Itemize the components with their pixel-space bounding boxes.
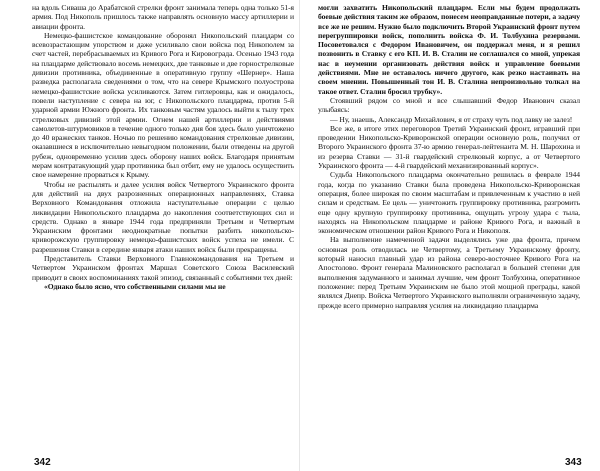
- paragraph: На выполнение намеченной задачи выделялись уже два фронта, причем основная роль отводилась не Четвертому, а Третьему Украинскому фронту, который наносил главный удар из района северо-восточнее Кривого Рога на Апостолово. Фронт генерала Малиновского располагал в большей степени для выполнения задуманного и занимал лучшие, чем фронт Толбухина, оперативное положение: перед Третьим Украинским не было этой мощной преграды, какой являлся Днепр. Войска Четвертого Украинского выполняли ограниченную задачу, прежде всего примерно направляя усилия на ликвидацию плацдарма: [318, 235, 580, 310]
- page-gutter: [299, 0, 300, 471]
- paragraph: Все же, в итоге этих переговоров Третий Украинский фронт, игравший при проведении Никопольско-Криворожской операции основную роль, получил от Второго Украинского фронта 37-ю армию генерал-лейтенанта М. Н. Шарохина и из резерва Ставки — 31-й гвардейский стрелковый корпус, а от Четвертого Украинского фронта — 4-й гвардейский механизированный корпус».: [318, 123, 580, 171]
- quote-continuation: могли захватить Никопольский плацдарм. Если мы будем продолжать боевые действия таким же образом, понесем неоправданные потери, а задачу все же не решим. Нужно было подключить Второй Украинский фронт путем перегруппировки войск, пополнить войска Ф. И. Толбухина резервами. Посоветовался с Федором Ивановичем, он поддержал меня, и я решил позвонить в Ставку с его КП. И. В. Сталин не соглашался со мной, упрекая нас в неумении организовать действия войск и управление боевыми действиями. Мне не оставалось ничего другого, как резко настаивать на своем мнении. Повышенный тон И. В. Сталина непроизвольно толкал на такое ответ. Сталин бросил трубку».: [318, 3, 580, 96]
- paragraph: — Ну, знаешь, Александр Михайлович, я от страху чуть под лавку не залез!: [330, 114, 573, 124]
- paragraph: Стоявший рядом со мной и все слышавший Федор Иванович сказал улыбаясь:: [318, 95, 580, 115]
- page-number-right: 343: [565, 457, 582, 468]
- paragraph: Немецко-фашистское командование оборонял Никопольский плацдарм со всевозрастающим упорством и даже усиливало свои войска под Никополем за счет частей, перебрасываемых из Кривого Рога и Кировограда. Осенью 1943 года на плацдарме действовало восемь немецких, две танковые и две горнострелковые дивизии противника, объединенные в оперативную группу «Шернер». Наша разведка располагала сведениями о том, что на севере Крымского полуострова немецко-фашистские войска усиливаются. Затем гитлеровцы, как и ожидалось, повели наступление с севера на юг, с Никопольского плацдарма, против 5-й ударной армии Южного фронта. Их танковым частям удалось выйти к тылу трех стрелковых дивизий этой армии. Огнем нашей артиллерии и действиями самолетов-штурмовиков в течение одного только дня боя здесь было уничтожено до 40 вражеских танков. Ночью по решению командования стрелковые дивизии, оказавшиеся в исключительно невыгодном положении, были отведены на другой рубеж, одновременно усилив здесь оборону наших войск. Благодаря принятым мерам контратакующий удар противника был отбит, ему не удалось осуществить свое намерение прорваться к Крыму.: [32, 30, 294, 180]
- paragraph: Чтобы не распылять и далее усилия войск Четвертого Украинского фронта для действий на двух разрозненных операционных направлениях, Ставка Верховного Командования отложила наступательные операции с целью ликвидации Никопольского плацдарма до накопления соответствующих сил и средств. Однако в январе 1944 года предприняли Третьим и Четвертым Украинским фронтами неоднократные попытки разбить никопольско-криворожскую группировку немецко-фашистских войск успеха не имели. С разрешения Ставки в середине января атаки наших войск были прекращены.: [32, 179, 294, 254]
- paragraph: Представитель Ставки Верховного Главнокомандования на Третьем и Четвертом Украинском фронтах Маршал Советского Союза Василевский приводит в своих воспоминаниях такой эпизод, связанный с событиями тех дней:: [32, 254, 294, 282]
- paragraph: Судьба Никопольского плацдарма окончательно решилась в феврале 1944 года, когда по указанию Ставки была проведена Никопольско-Криворожская операция, более широкая по своим масштабам и привлеченным к участию в ней силам и средствам. Ее цель — уничтожить группировку противника, разгромить еще одну крупную группировку противника, ощущать угрозу удара с тыла, находясь на Никопольском плацдарме и районе Кривого Рога, и важный в экономическом отношении район Кривого Рога и Никополя.: [318, 170, 580, 236]
- quote-start: «Однако было ясно, что собственными силами мы не: [44, 281, 226, 291]
- left-page: [32, 3, 294, 455]
- paragraph: на вдоль Сиваша до Арабатской стрелки фронт занимала теперь одна только 51-я армия. Под Никополь пришлось также направлять основную массу артиллерии и авиации фронта.: [32, 3, 294, 31]
- page-number-left: 342: [34, 457, 51, 468]
- right-page: [318, 3, 580, 455]
